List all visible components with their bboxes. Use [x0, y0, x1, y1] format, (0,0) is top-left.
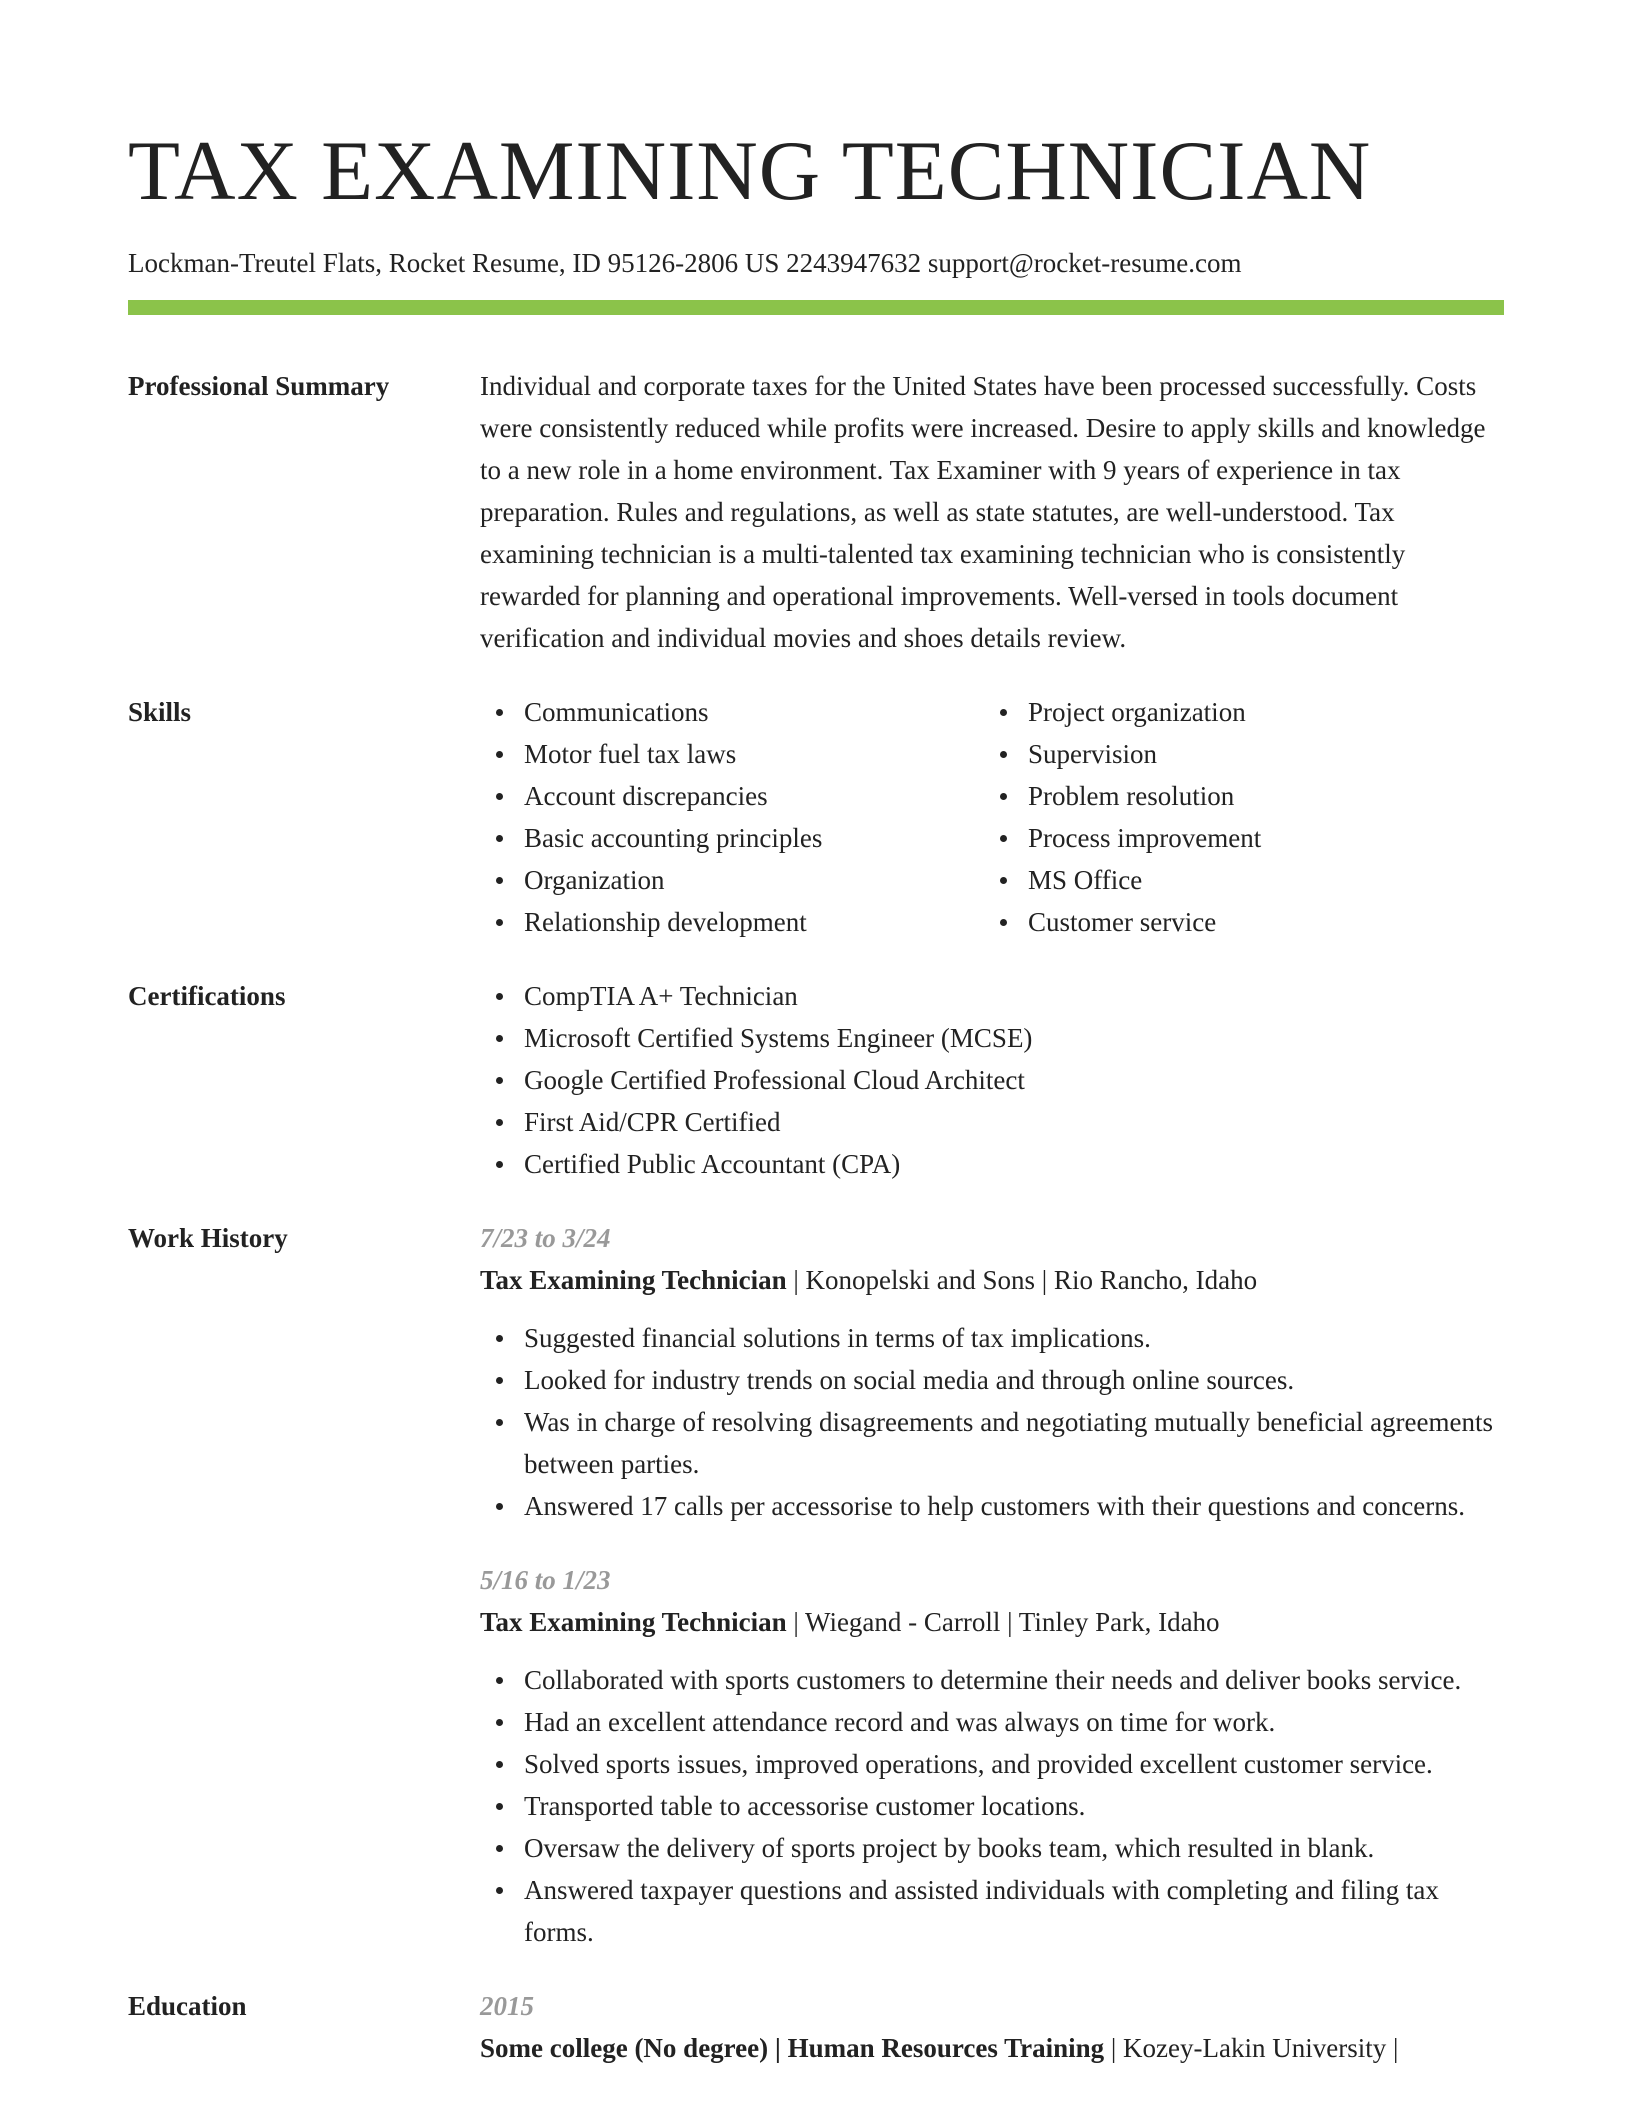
work-history-section: [128, 1217, 1504, 1953]
certifications-heading: Certifications: [128, 981, 286, 1011]
contact-line: Lockman-Treutel Flats, Rocket Resume, ID 95126-2806 US 2243947632 support@rocket-resume.com: [128, 248, 1242, 278]
certification-item: Google Certified Professional Cloud Architect: [480, 1059, 1504, 1101]
skill-item: Project organization: [984, 691, 1488, 733]
certifications-section: [128, 975, 1504, 1185]
job-bullet: Had an excellent attendance record and was always on time for work.: [480, 1701, 1504, 1743]
job-bullet: Transported table to accessorise customer locations.: [480, 1785, 1504, 1827]
skill-item: MS Office: [984, 859, 1488, 901]
job-employer: | Wiegand - Carroll | Tinley Park, Idaho: [786, 1607, 1220, 1637]
summary-heading: Professional Summary: [128, 371, 390, 401]
resume-page: [128, 0, 1504, 2069]
summary-text: Individual and corporate taxes for the United States have been processed successfully. Costs were consistently reduced while profits were increased. Desire to apply skills and knowledge to a new role in a home environment. Tax Examiner with 9 years of experience in tax preparation. Rules and regulations, as well as state statutes, are well-understood. Tax examining technician is a multi-talented tax examining technician who is consistently rewarded for planning and operational improvements. Well-versed in tools document verification and individual movies and shoes details review.: [480, 371, 1486, 653]
summary-section: [128, 365, 1504, 659]
certification-item: First Aid/CPR Certified: [480, 1101, 1504, 1143]
job-heading: [480, 1259, 1504, 1301]
skills-list-left: [480, 691, 984, 943]
job-title: Tax Examining Technician: [480, 1607, 787, 1637]
job-entry: [480, 1559, 1504, 1953]
job-dates: 7/23 to 3/24: [480, 1223, 611, 1253]
certification-item: Microsoft Certified Systems Engineer (MCSE): [480, 1017, 1504, 1059]
education-school: | Kozey-Lakin University |: [1104, 2033, 1399, 2063]
certification-item: CompTIA A+ Technician: [480, 975, 1504, 1017]
skill-item: Account discrepancies: [480, 775, 984, 817]
skills-heading: Skills: [128, 697, 192, 727]
skill-item: Process improvement: [984, 817, 1488, 859]
candidate-name: TAX EXAMINING TECHNICIAN: [128, 124, 1372, 218]
certifications-list: [480, 975, 1504, 1185]
skills-section: [128, 691, 1504, 943]
work-history-heading: Work History: [128, 1223, 288, 1253]
skills-columns: [480, 691, 1504, 943]
header-divider: [128, 300, 1504, 315]
skill-item: Relationship development: [480, 901, 984, 943]
education-line: [480, 2027, 1504, 2069]
skill-item: Customer service: [984, 901, 1488, 943]
skill-item: Supervision: [984, 733, 1488, 775]
job-bullet: Answered taxpayer questions and assisted individuals with completing and filing tax forms.: [480, 1869, 1504, 1953]
job-employer: | Konopelski and Sons | Rio Rancho, Idaho: [786, 1265, 1258, 1295]
job-entry: [480, 1217, 1504, 1527]
education-year: 2015: [480, 1991, 534, 2021]
job-title: Tax Examining Technician: [480, 1265, 787, 1295]
job-dates: 5/16 to 1/23: [480, 1565, 611, 1595]
job-bullet: Answered 17 calls per accessorise to help customers with their questions and concerns.: [480, 1485, 1504, 1527]
skill-item: Communications: [480, 691, 984, 733]
certification-item: Certified Public Accountant (CPA): [480, 1143, 1504, 1185]
skills-list-right: [984, 691, 1488, 943]
education-section: [128, 1985, 1504, 2069]
job-bullet: Suggested financial solutions in terms of tax implications.: [480, 1317, 1504, 1359]
skill-item: Problem resolution: [984, 775, 1488, 817]
job-bullet: Oversaw the delivery of sports project by books team, which resulted in blank.: [480, 1827, 1504, 1869]
education-degree: Some college (No degree) | Human Resources Training: [480, 2033, 1105, 2063]
job-bullet: Looked for industry trends on social media and through online sources.: [480, 1359, 1504, 1401]
skill-item: Organization: [480, 859, 984, 901]
job-bullet: Collaborated with sports customers to determine their needs and deliver books service.: [480, 1659, 1504, 1701]
education-heading: Education: [128, 1991, 247, 2021]
job-bullets: [480, 1659, 1504, 1953]
job-bullet: Was in charge of resolving disagreements and negotiating mutually beneficial agreements between parties.: [480, 1401, 1504, 1485]
skill-item: Motor fuel tax laws: [480, 733, 984, 775]
job-heading: [480, 1601, 1504, 1643]
job-bullet: Solved sports issues, improved operations, and provided excellent customer service.: [480, 1743, 1504, 1785]
skill-item: Basic accounting principles: [480, 817, 984, 859]
job-bullets: [480, 1317, 1504, 1527]
